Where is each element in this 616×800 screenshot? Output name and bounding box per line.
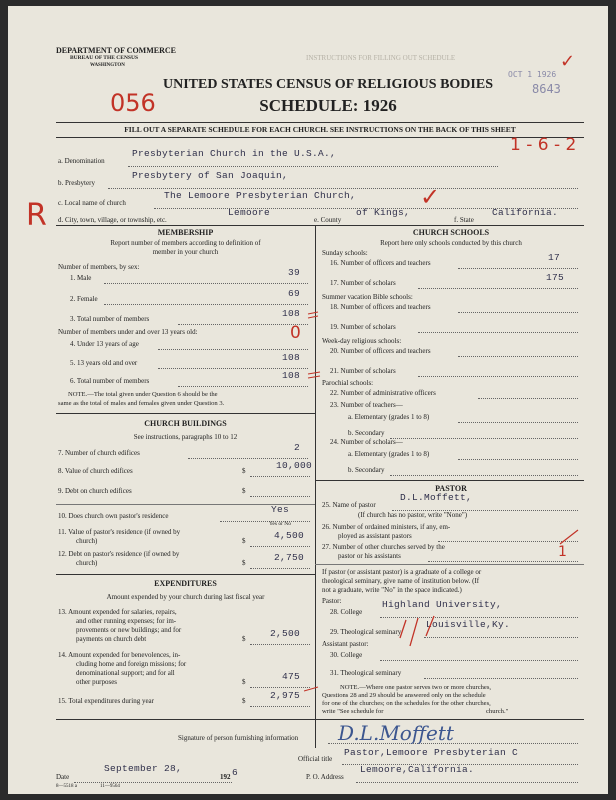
pastor-note: for one of the churches; on the schedules for the other churches, <box>322 700 491 707</box>
q8-value: 10,000 <box>275 460 312 471</box>
college-note: not a graduate, write "No" in the space indicated.) <box>322 586 462 594</box>
q20-label: 20. Number of officers and teachers <box>330 347 431 355</box>
department-label: DEPARTMENT OF COMMERCE <box>56 46 177 55</box>
assistant-subheading: Assistant pastor: <box>322 640 369 648</box>
print-code: 8—5518 a <box>56 784 77 789</box>
q31-label: 31. Theological seminary <box>330 669 402 677</box>
buildings-heading: CHURCH BUILDINGS <box>144 419 227 428</box>
q13-label: 13. Amount expended for salaries, repairs, <box>58 608 177 616</box>
q23b-label: b. Secondary <box>348 429 385 437</box>
q6-value: 108 <box>281 370 300 381</box>
q14-value: 475 <box>281 671 300 682</box>
q13-label-cont: payments on church debt <box>76 635 147 643</box>
membership-note: NOTE.—The total given under Question 6 should be the <box>68 391 218 398</box>
q27-label-cont: pastor or his assistants <box>338 552 401 560</box>
date-value: September 28, <box>104 763 183 774</box>
red-total-ticks <box>308 372 320 378</box>
q25-label: 25. Name of pastor <box>322 501 376 509</box>
q5-label: 5. 13 years old and over <box>70 359 138 367</box>
q11-label-cont: church) <box>76 537 98 545</box>
college-note: theological seminary, give name of institution below. (If <box>322 577 480 585</box>
handwritten-marks-overlay <box>8 6 608 794</box>
q28-label: 28. College <box>330 608 363 616</box>
membership-heading: MEMBERSHIP <box>157 228 214 237</box>
schools-subheading: Report here only schools conducted by this church <box>380 239 522 247</box>
pastor-note: church." <box>486 708 509 715</box>
red-total-ticks <box>308 312 318 318</box>
q14-label: 14. Amount expended for benevolences, in- <box>58 651 181 659</box>
date-label: Date <box>56 773 70 781</box>
q16-value: 17 <box>547 252 560 263</box>
q14-label-cont: cluding home and foreign missions; for <box>76 660 187 668</box>
q14-label-cont: denominational support; and for all <box>76 669 175 677</box>
q26-label: 26. Number of ordained ministers, if any, em- <box>322 523 451 531</box>
dollar-sign: $ <box>242 678 246 686</box>
pastor-note: write "See schedule for <box>322 708 384 715</box>
q13-label-cont: provements or new buildings; and for <box>76 626 182 634</box>
bureau-label: BUREAU OF THE CENSUS <box>70 55 139 61</box>
dollar-sign: $ <box>242 537 246 545</box>
file-number-stamp: 8643 <box>532 82 561 96</box>
schools-heading: CHURCH SCHOOLS <box>412 228 490 237</box>
q21-label: 21. Number of scholars <box>330 367 396 375</box>
denomination-value: Presbyterian Church in the U.S.A., <box>132 148 337 159</box>
membership-intro: member in your church <box>152 248 219 256</box>
handwritten-r-mark: R <box>26 198 47 233</box>
q13-value: 2,500 <box>269 628 300 639</box>
county-value: of Kings, <box>356 207 411 218</box>
handwritten-class-code: 1 - 6 - 2 <box>510 135 577 155</box>
date-year-digit: 6 <box>232 767 239 778</box>
handwritten-number: 056 <box>110 89 156 117</box>
members-by-sex-label: Number of members, by sex: <box>58 263 140 271</box>
rule <box>56 719 584 720</box>
expenditures-heading: EXPENDITURES <box>154 579 217 588</box>
bleed-through-text: INSTRUCTIONS FOR FILLING OUT SCHEDULE <box>306 54 456 62</box>
q23-label: 23. Number of teachers— <box>330 401 403 409</box>
q11-value: 4,500 <box>273 530 304 541</box>
q17-label: 17. Number of scholars <box>330 279 396 287</box>
fill-line <box>74 782 232 783</box>
pastor-heading: PASTOR <box>435 484 467 493</box>
form-title: UNITED STATES CENSUS OF RELIGIOUS BODIES <box>162 77 493 92</box>
presbytery-value: Presbytery of San Joaquin, <box>132 170 289 181</box>
q15-label: 15. Total expenditures during year <box>58 697 154 705</box>
q27-value: 1 <box>558 544 567 560</box>
q12-value: 2,750 <box>273 552 304 563</box>
parochial-schools-label: Parochial schools: <box>322 379 374 387</box>
q3-value: 108 <box>281 308 300 319</box>
q30-label: 30. College <box>330 651 363 659</box>
pastor-note: NOTE.—Where one pastor serves two or more churches, <box>340 684 492 691</box>
q4-value: 0 <box>290 323 301 343</box>
local-name-label: c. Local name of church <box>58 199 126 207</box>
membership-note: same as the total of males and females given under Question 3. <box>58 400 225 407</box>
denomination-label: a. Denomination <box>58 157 105 165</box>
q4-label: 4. Under 13 years of age <box>70 340 139 348</box>
q18-label: 18. Number of officers and teachers <box>330 303 431 311</box>
dollar-sign: $ <box>242 697 246 705</box>
signature-label: Signature of person furnishing information <box>178 734 299 742</box>
red-total-tick <box>304 687 318 691</box>
q29-value: Louisville,Ky. <box>426 619 511 630</box>
q24a-label: a. Elementary (grades 1 to 8) <box>348 450 430 458</box>
q26-label-cont: ployed as assistant pastors <box>338 532 412 540</box>
q12-label-cont: church) <box>76 559 98 567</box>
q15-value: 2,975 <box>269 690 300 701</box>
membership-intro: Report number of members according to definition of <box>110 239 261 247</box>
city-value: Lemoore <box>228 207 271 218</box>
q7-value: 2 <box>293 442 300 453</box>
q24b-label: b. Secondary <box>348 466 385 474</box>
q28-value: Highland University, <box>382 599 503 610</box>
q29-label: 29. Theological seminary <box>330 628 402 636</box>
official-title-value: Pastor,Lemoore Presbyterian C <box>344 747 519 758</box>
q16-label: 16. Number of officers and teachers <box>330 259 431 267</box>
q14-label-cont: other purposes <box>76 678 118 686</box>
state-value: California. <box>492 207 559 218</box>
official-title-label: Official title <box>298 755 333 763</box>
buildings-subheading: See instructions, paragraphs 10 to 12 <box>133 433 238 441</box>
census-schedule-sheet <box>8 6 608 794</box>
q7-label: 7. Number of church edifices <box>58 449 140 457</box>
county-label: e. County <box>314 216 342 224</box>
q1-label: 1. Male <box>70 274 92 282</box>
date-year-prefix: 192 <box>220 773 231 781</box>
pastor-signature: D.L.Moffett <box>338 721 454 745</box>
red-check-stroke <box>560 530 578 544</box>
local-name-value: The Lemoore Presbyterian Church, <box>164 190 357 201</box>
q9-label: 9. Debt on church edifices <box>58 487 132 495</box>
dollar-sign: $ <box>242 635 246 643</box>
q25-value: D.L.Moffett, <box>400 492 473 503</box>
q23a-label: a. Elementary (grades 1 to 8) <box>348 413 430 421</box>
city-label: WASHINGTON <box>90 63 125 68</box>
presbytery-label: b. Presbytery <box>58 179 95 187</box>
po-address-value: Lemoore,California. <box>360 764 475 775</box>
q10-label: 10. Does church own pastor's residence <box>58 512 169 520</box>
city-town-label: d. City, town, village, or township, etc. <box>58 216 167 224</box>
weekday-schools-label: Week-day religious schools: <box>322 337 402 345</box>
q1-value: 39 <box>287 267 300 278</box>
expenditures-subheading: Amount expended by your church during last fiscal year <box>106 593 265 601</box>
red-tally-strokes <box>400 616 434 646</box>
received-date-stamp: OCT 1 1926 <box>508 70 557 79</box>
q25-subnote: (If church has no pastor, write "None") <box>358 511 468 519</box>
q8-label: 8. Value of church edifices <box>58 467 133 475</box>
q19-label: 19. Number of scholars <box>330 323 396 331</box>
age-intro-label: Number of members under and over 13 years old: <box>58 328 198 336</box>
college-note: If pastor (or assistant pastor) is a graduate of a college or <box>322 568 482 576</box>
q22-label: 22. Number of administrative officers <box>330 389 436 397</box>
dollar-sign: $ <box>242 487 246 495</box>
q27-label: 27. Number of other churches served by the <box>322 543 445 551</box>
q24-label: 24. Number of scholars— <box>330 438 403 446</box>
pastor-subheading: Pastor: <box>322 597 342 605</box>
dollar-sign: $ <box>242 559 246 567</box>
q2-label: 2. Female <box>70 295 98 303</box>
summer-schools-label: Summer vacation Bible schools: <box>322 293 413 301</box>
red-check-county: ✓ <box>420 183 441 211</box>
q3-label: 3. Total number of members <box>70 315 150 323</box>
q17-value: 175 <box>545 272 564 283</box>
q11-label: 11. Value of pastor's residence (if owned by <box>58 528 181 536</box>
q10-hint: Yes or No <box>268 521 292 527</box>
pastor-note: Questions 28 and 29 should be answered only on the schedule <box>322 692 486 699</box>
sunday-schools-label: Sunday schools: <box>322 249 368 257</box>
schedule-title: SCHEDULE: 1926 <box>259 96 397 115</box>
q5-value: 108 <box>281 352 300 363</box>
q13-label-cont: and other running expenses; for im- <box>76 617 177 625</box>
po-address-label: P. O. Address <box>306 773 344 781</box>
fill-line <box>356 782 578 783</box>
red-check-top: ✓ <box>560 51 576 72</box>
instruction-line: FILL OUT A SEPARATE SCHEDULE FOR EACH CHURCH. SEE INSTRUCTIONS ON THE BACK OF THIS SHEET <box>124 125 516 134</box>
state-label: f. State <box>454 216 474 224</box>
q12-label: 12. Debt on pastor's residence (if owned by <box>58 550 180 558</box>
print-code: 11—9564 <box>100 784 120 789</box>
q10-value: Yes <box>270 504 289 515</box>
q6-label: 6. Total number of members <box>70 377 150 385</box>
q2-value: 69 <box>287 288 300 299</box>
dollar-sign: $ <box>242 467 246 475</box>
